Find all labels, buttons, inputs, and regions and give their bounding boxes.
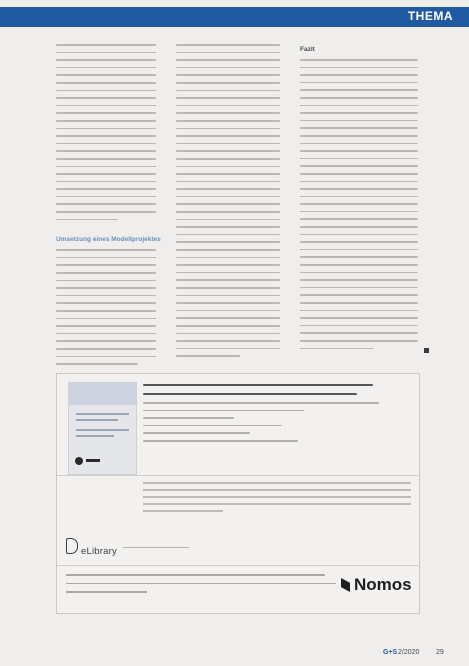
advert-divider [56,475,418,476]
publisher-logo-icon [75,457,83,465]
order-divider [56,565,418,566]
publisher-name: Nomos [354,575,412,594]
header-band [0,7,469,27]
body-column-3 [300,44,418,355]
issue-number: 2/2020 [398,649,420,656]
book-description [143,482,411,517]
journal-name: G+S [383,649,398,656]
subheading-fazit: Fazit [300,46,315,53]
book-details [143,384,411,448]
section-rubric: THEMA [407,9,453,23]
elibrary-link[interactable] [66,538,189,557]
body-column-2 [176,44,280,363]
page-number: 29 [436,649,444,656]
article-end-mark [424,348,429,353]
body-column-1 [56,44,161,371]
elibrary-logo-icon [66,538,78,554]
subheading-modellprojekt: Umsetzung eines Modellprojektes [56,236,161,244]
order-info [66,574,336,600]
elibrary-name: eLibrary [81,546,117,557]
book-cover-image [68,382,137,475]
